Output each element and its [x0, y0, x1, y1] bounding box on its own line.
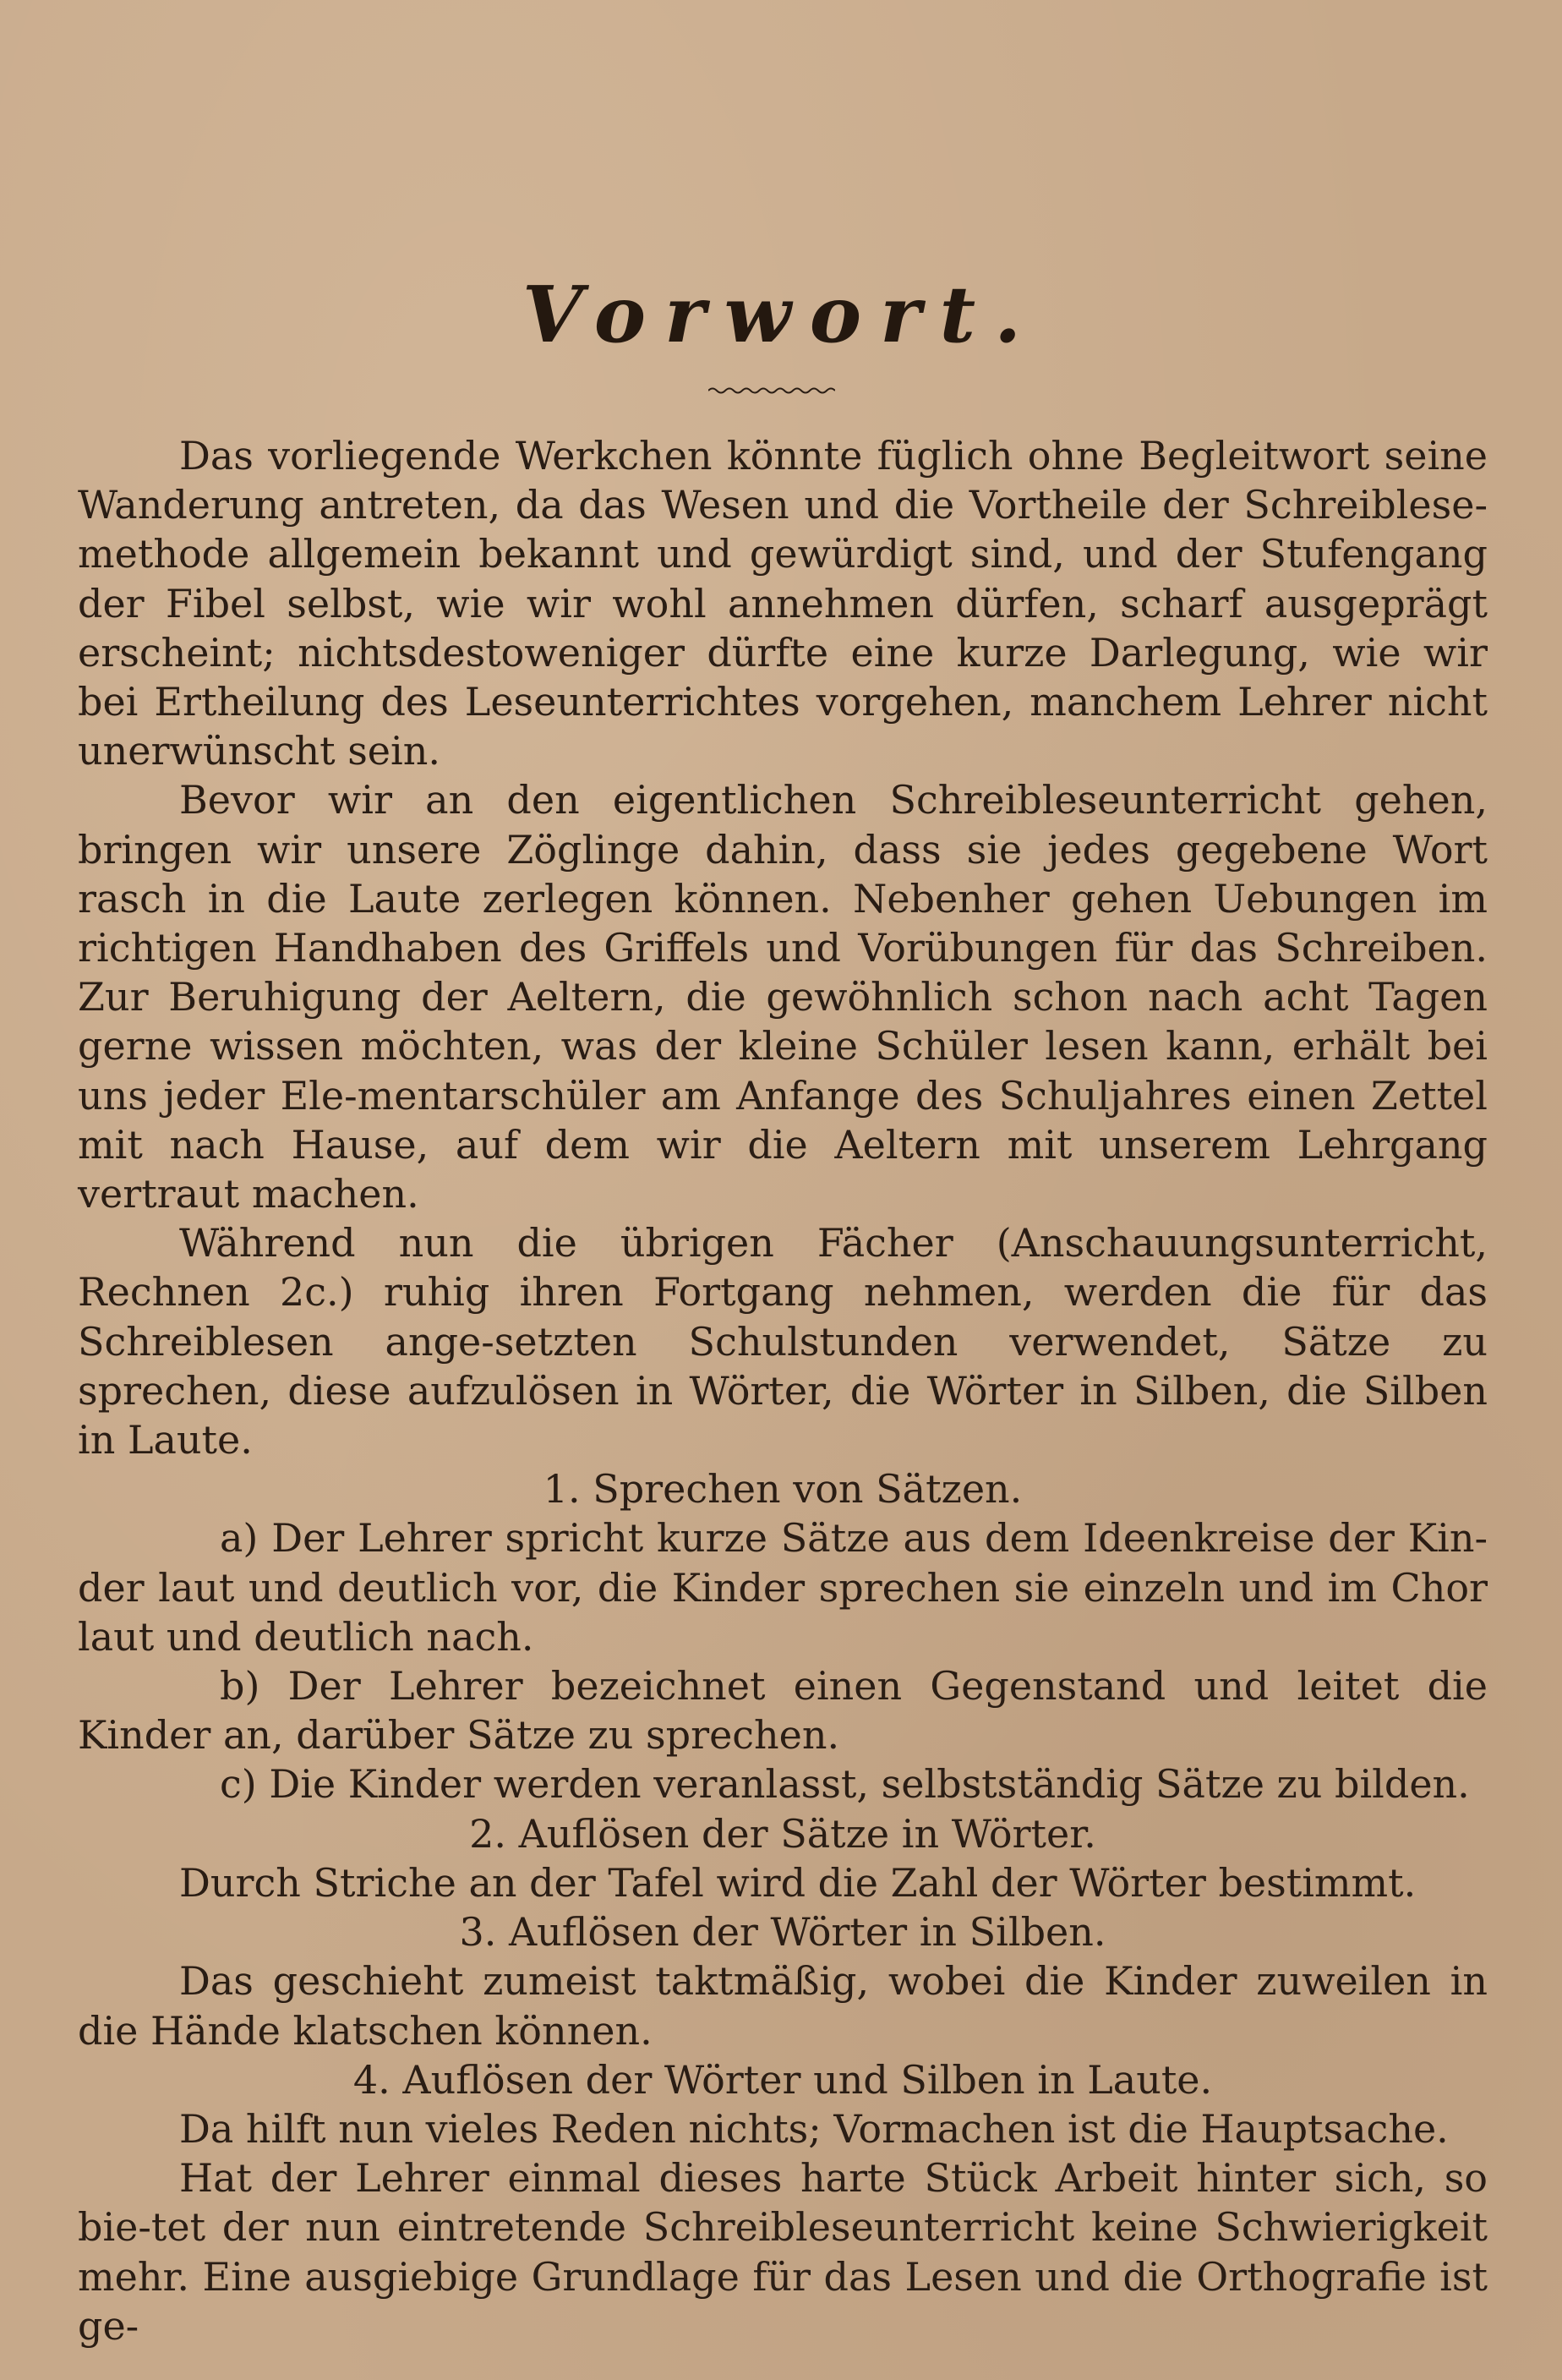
section-heading: 2. Auflösen der Sätze in Wörter. — [469, 1810, 1096, 1857]
section-item: Da hilft nun vieles Reden nichts; Vormachen ist die Hauptsache. — [179, 2105, 1449, 2152]
section-heading: 3. Auflösen der Wörter in Silben. — [459, 1909, 1106, 1956]
section-item: b) Der Lehrer bezeichnet einen Gegenstand und leitet die Kinder an, darüber Sätze zu sprechen. — [78, 1663, 1488, 1759]
section-heading: 4. Auflösen der Wörter und Silben in Laute. — [352, 2056, 1213, 2103]
section-item: Hat der Lehrer einmal dieses harte Stück Arbeit hinter sich, so bie-tet der nun eintretende Schreibleseunterricht keine Schwierigkeit mehr. Eine ausgiebige Grundlage für das Lesen und die Orthografie ist ge- — [78, 2155, 1488, 2349]
body-text — [78, 431, 1488, 2350]
paragraph: Das vorliegende Werkchen könnte füglich ohne Begleitwort seine Wanderung antreten, da das Wesen und die Vortheile der Schreiblese-methode allgemein bekannt und gewürdigt sind, und der Stufengang der Fibel selbst, wie wir wohl annehmen dürfen, scharf ausgeprägt erscheint; nichtsdestoweniger dürfte eine kurze Darlegung, wie wir bei Ertheilung des Leseunterrichtes vorgehen, manchem Lehrer nicht unerwünscht sein. — [78, 433, 1488, 774]
section-item: a) Der Lehrer spricht kurze Sätze aus dem Ideenkreise der Kin-der laut und deutlich vor, die Kinder sprechen sie einzeln und im Chor laut und deutlich nach. — [78, 1515, 1488, 1660]
ornament-divider — [708, 385, 835, 397]
section-item: Das geschieht zumeist taktmäßig, wobei die Kinder zuweilen in die Hände klatschen können. — [78, 1958, 1488, 2054]
section-heading: 1. Sprechen von Sätzen. — [543, 1466, 1023, 1513]
paragraph: Bevor wir an den eigentlichen Schreibleseunterricht gehen, bringen wir unsere Zöglinge dahin, dass sie jedes gegebene Wort rasch in die Laute zerlegen können. Nebenher gehen Uebungen im richtigen Handhaben des Griffels und Vorübungen für das Schreiben. Zur Beruhigung der Aeltern, die gewöhnlich schon nach acht Tagen gerne wissen möchten, was der kleine Schüler lesen kann, erhält bei uns jeder Ele-mentarschüler am Anfange des Schuljahres einen Zettel mit nach Hause, auf dem wir die Aeltern mit unserem Lehrgang vertraut machen. — [78, 777, 1488, 1217]
page-title: Vorwort. — [522, 269, 1040, 360]
paragraph: Während nun die übrigen Fächer (Anschauungsunterricht, Rechnen 2c.) ruhig ihren Fortgang nehmen, werden die für das Schreiblesen ange-setzten Schulstunden verwendet, Sätze zu sprechen, diese aufzulösen in Wörter, die Wörter in Silben, die Silben in Laute. — [78, 1220, 1488, 1464]
section-item: c) Die Kinder werden veranlasst, selbstständig Sätze zu bilden. — [220, 1761, 1470, 1808]
section-item: Durch Striche an der Tafel wird die Zahl der Wörter bestimmt. — [179, 1859, 1417, 1906]
